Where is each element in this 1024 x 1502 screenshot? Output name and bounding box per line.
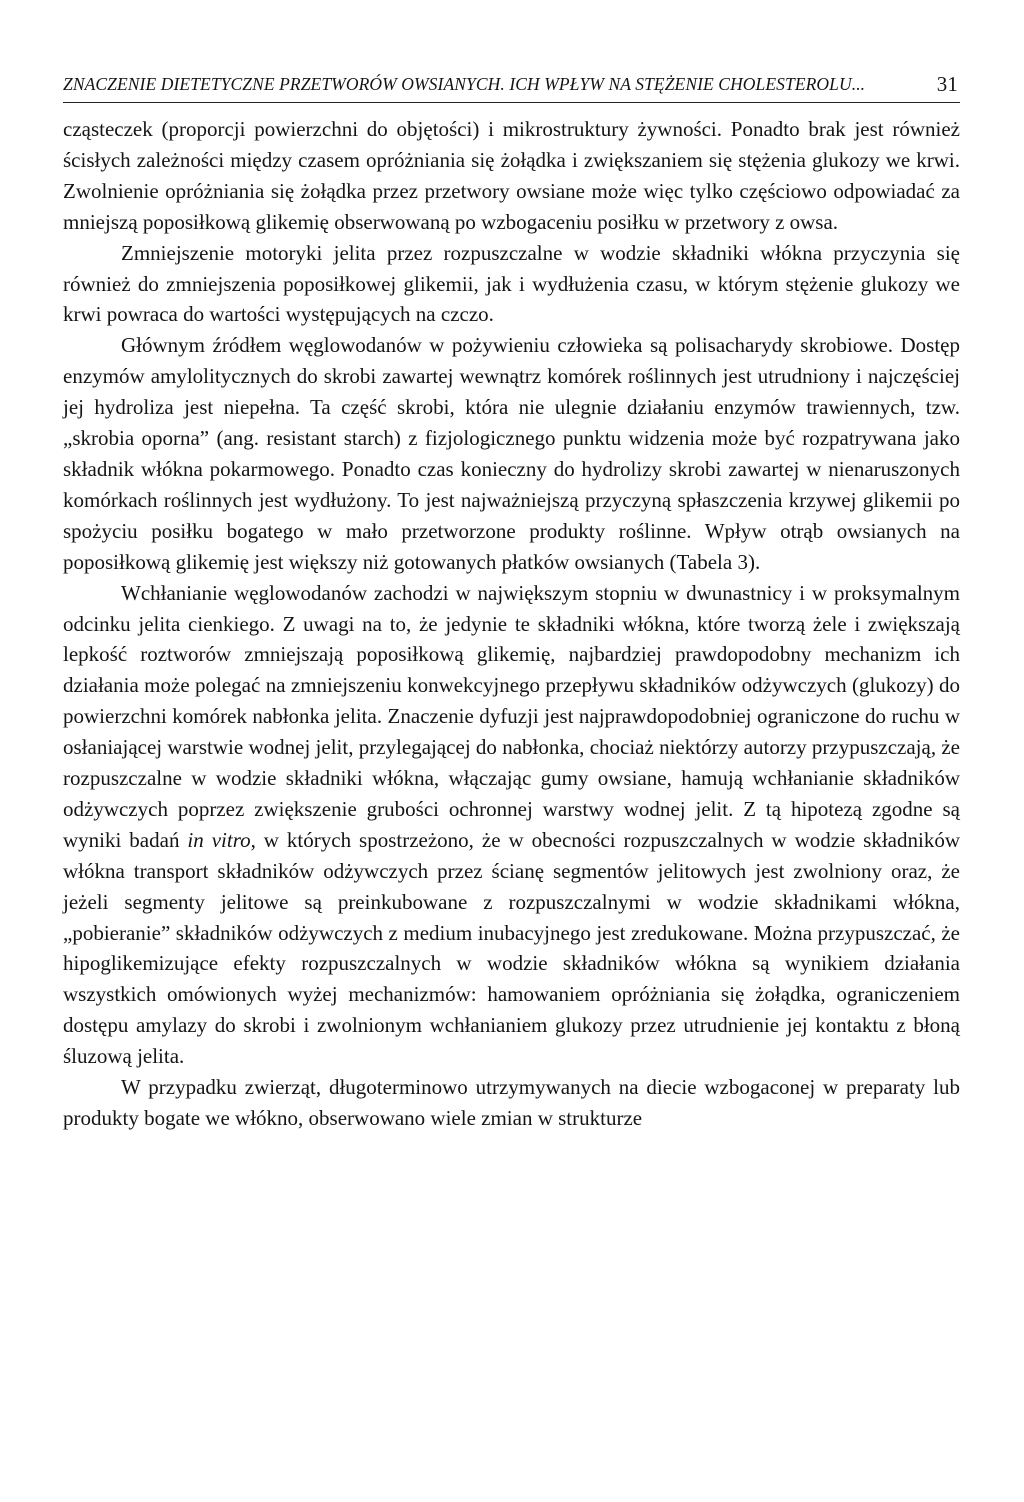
paragraph-5: W przypadku zwierząt, długoterminowo utrzymywanych na diecie wzbogaconej w preparaty lub produkty bogate we włókno, obserwowano wiele zmian w strukturze — [63, 1075, 960, 1130]
body-text — [63, 114, 960, 1134]
page-number: 31 — [936, 72, 958, 96]
paragraph-2: Zmniejszenie motoryki jelita przez rozpuszczalne w wodzie składniki włókna przyczynia się również do zmniejszenia poposiłkowej glikemii, jak i wydłużenia czasu, w którym stężenie glukozy we krwi powraca do wartości występujących na czczo. — [63, 240, 960, 327]
paragraph-4-text-after: , w których spostrzeżono, że w obecności rozpuszczalnych w wodzie składników włókna transport składników odżywczych przez ścianę segmentów jelitowych jest zwolniony oraz, że jeżeli segmenty jelitowe są preinkubowane z rozpuszczalnymi w wodzie składnikami włókna, „pobieranie” składników odżywczych z medium inubacyjnego jest zredukowane. Można przypuszczać, że hipoglikemizujące efekty rozpuszczalnych w wodzie składników włókna są wynikiem działania wszystkich omówionych wyżej mechanizmów: hamowaniem opróżniania się żołądka, ograniczeniem dostępu amylazy do skrobi i zwolnionym wchłanianiem glukozy przez utrudnienie jej kontaktu z błoną śluzową jelita. — [63, 827, 960, 1069]
paragraph-3: Głównym źródłem węglowodanów w pożywieniu człowieka są polisacharydy skrobiowe. Dostęp enzymów amylolitycznych do skrobi zawartej wewnątrz komórek roślinnych jest utrudniony i najczęściej jej hydroliza jest niepełna. Ta część skrobi, która nie ulegnie działaniu enzymów trawiennych, tzw. „skrobia oporna” (ang. resistant starch) z fizjologicznego punktu widzenia może być rozpatrywana jako składnik włókna pokarmowego. Ponadto czas konieczny do hydrolizy skrobi zawartej w nienaruszonych komórkach roślinnych jest wydłużony. To jest najważniejszą przyczyną spłaszczenia krzywej glikemii po spożyciu posiłku bogatego w mało przetworzone produkty roślinne. Wpływ otrąb owsianych na poposiłkową glikemię jest większy niż gotowanych płatków owsianych (Tabela 3). — [63, 333, 960, 574]
paragraph-4 — [63, 578, 960, 1073]
running-header-title: ZNACZENIE DIETETYCZNE PRZETWORÓW OWSIANYCH. ICH WPŁYW NA STĘŻENIE CHOLESTEROLU... — [63, 74, 866, 94]
paragraph-1: cząsteczek (proporcji powierzchni do objętości) i mikrostruktury żywności. Ponadto brak jest również ścisłych zależności między czasem opróżniania się żołądka i zwiększaniem się stężenia glukozy we krwi. Zwolnienie opróżniania się żołądka przez przetwory owsiane może więc tylko częściowo odpowiadać za mniejszą poposiłkową glikemię obserwowaną po wzbogaceniu posiłku w przetwory z owsa. — [63, 117, 960, 234]
paragraph-4-italic-term: in vitro — [187, 827, 251, 852]
running-header — [63, 72, 960, 103]
paragraph-4-text-before: Wchłanianie węglowodanów zachodzi w największym stopniu w dwunastnicy i w proksymalnym odcinku jelita cienkiego. Z uwagi na to, że jedynie te składniki włókna, które tworzą żele i zwiększają lepkość roztworów zmniejszają poposiłkową glikemię, najbardziej prawdopodobny mechanizm ich działania może polegać na zmniejszeniu konwekcyjnego przepływu składników odżywczych (glukozy) do powierzchni komórek nabłonka jelita. Znaczenie dyfuzji jest najprawdopodobniej ograniczone do ruchu w osłaniającej warstwie wodnej jelit, przylegającej do nabłonka, chociaż niektórzy autorzy przypuszczają, że rozpuszczalne w wodzie składniki włókna, włączając gumy owsiane, hamują wchłanianie składników odżywczych poprzez zwiększenie grubości ochronnej warstwy wodnej jelit. Z tą hipotezą zgodne są wyniki badań — [63, 580, 960, 852]
